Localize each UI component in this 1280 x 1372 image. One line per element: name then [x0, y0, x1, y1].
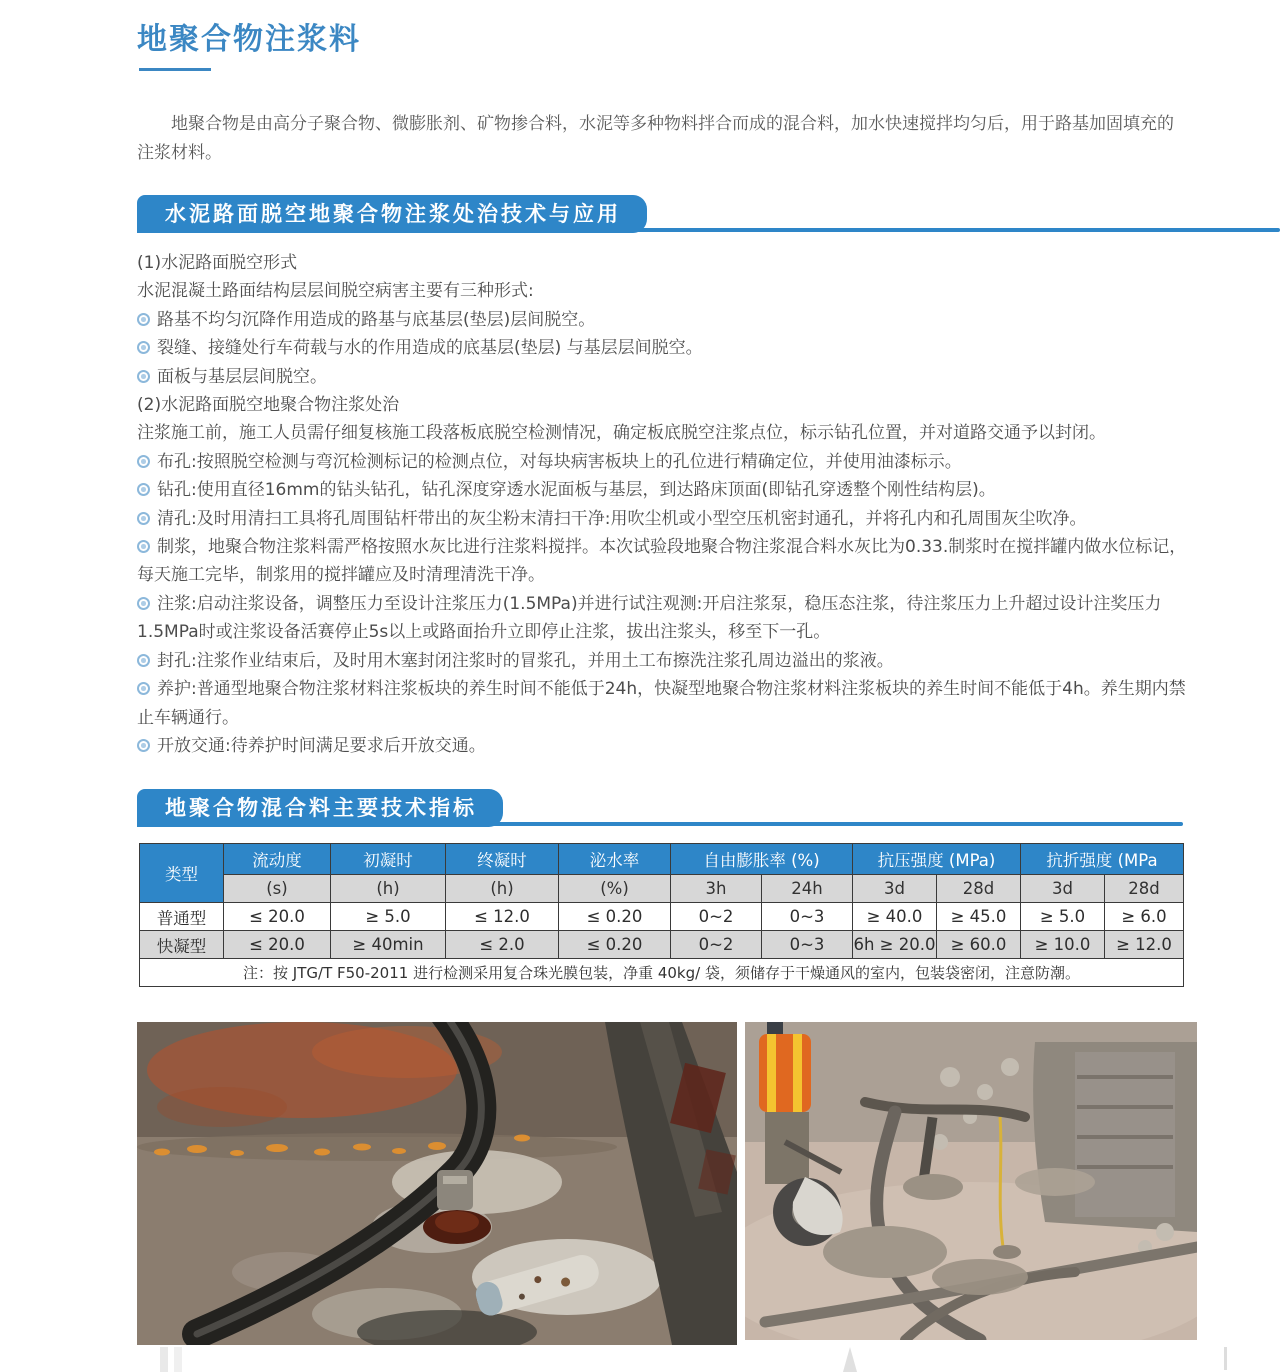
section-heading-process: 水泥路面脱空地聚合物注浆处治技术与应用	[137, 195, 647, 233]
section-heading-specs: 地聚合物混合料主要技术指标	[137, 789, 503, 827]
process-line: 制浆，地聚合物注浆料需严格按照水灰比进行注浆料搅拌。本次试验段地聚合物注浆混合料水灰比为0.33.制浆时在搅拌罐内做水位标记，每天施工完毕，制浆用的搅拌罐应及时清理清洗干净。	[137, 537, 1187, 586]
table-header-cell: 类型	[140, 844, 224, 903]
table-cell: ≥ 45.0	[937, 903, 1021, 931]
ring-bullet-icon	[137, 483, 150, 496]
process-line: (2)水泥路面脱空地聚合物注浆处治	[137, 395, 400, 416]
process-line: 水泥混凝土路面结构层层间脱空病害主要有三种形式:	[137, 281, 534, 302]
section-banner-process	[137, 195, 1280, 233]
table-cell: ≥ 5.0	[331, 903, 446, 931]
table-cell: ≥ 10.0	[1021, 931, 1105, 959]
process-line: 养护:普通型地聚合物注浆材料注浆板块的养生时间不能低于24h，快凝型地聚合物注浆材料注浆板块的养生时间不能低于4h。养生期内禁止车辆通行。	[137, 679, 1186, 728]
intro-paragraph: 地聚合物是由高分子聚合物、微膨胀剂、矿物掺合料，水泥等多种物料拌合而成的混合料，加水快速搅拌均匀后，用于路基加固填充的注浆材料。	[137, 114, 1174, 163]
table-subheader-row	[140, 875, 1184, 903]
row-type-cell: 普通型	[140, 903, 224, 931]
table-header-cell: 流动度	[224, 844, 331, 875]
grouting-site-photo	[745, 1022, 1197, 1340]
table-cell: ≤ 12.0	[446, 903, 559, 931]
ring-bullet-icon	[137, 654, 150, 667]
table-header-row	[140, 844, 1184, 875]
table-header-cell: 初凝时	[331, 844, 446, 875]
ring-bullet-icon	[137, 455, 150, 468]
ring-bullet-icon	[137, 341, 150, 354]
process-line: 注浆施工前，施工人员需仔细复核施工段落板底脱空检测情况，确定板底脱空注浆点位，标示钻孔位置，并对道路交通予以封闭。	[137, 423, 1106, 444]
process-text-block	[137, 249, 1187, 760]
site-photos	[137, 1022, 1197, 1345]
ring-bullet-icon	[137, 540, 150, 553]
process-line: 注浆:启动注浆设备，调整压力至设计注浆压力(1.5MPa)并进行试注观测:开启注浆泵，稳压态注浆，待注浆压力上升超过设计注奖压力1.5MPa时或注浆设备活赛停止5s以上或路面抬升立即停止注浆，拔出注浆头，移至下一孔。	[137, 593, 1162, 643]
table-cell: ≤ 0.20	[559, 903, 671, 931]
table-cell: ≤ 2.0	[446, 931, 559, 959]
process-line: 钻孔:使用直径16mm的钻头钻孔，钻孔深度穿透水泥面板与基层，到达路床顶面(即钻孔穿透整个刚性结构层)。	[137, 476, 1187, 504]
spec-table	[139, 843, 1184, 987]
ring-bullet-icon	[137, 512, 150, 525]
grouting-hole-photo	[137, 1022, 737, 1345]
table-subheader-cell: 24h	[762, 875, 853, 903]
table-cell: ≥ 5.0	[1021, 903, 1105, 931]
ring-bullet-icon	[137, 597, 150, 610]
table-cell: 0~3	[762, 931, 853, 959]
table-cell: ≤ 0.20	[559, 931, 671, 959]
table-cell: ≤ 20.0	[224, 931, 331, 959]
title-underline	[139, 68, 211, 71]
scan-artifact	[174, 1347, 182, 1372]
section-banner-specs	[137, 789, 1183, 827]
table-cell: ≥ 6.0	[1105, 903, 1184, 931]
ring-bullet-icon	[137, 739, 150, 752]
ring-bullet-icon	[137, 682, 150, 695]
row-type-cell: 快凝型	[140, 931, 224, 959]
process-line: 封孔:注浆作业结束后，及时用木塞封闭注浆时的冒浆孔，并用土工布擦洗注浆孔周边溢出的浆液。	[137, 647, 1187, 675]
table-cell: 0~3	[762, 903, 853, 931]
table-header-cell: 终凝时	[446, 844, 559, 875]
process-line: 路基不均匀沉降作用造成的路基与底基层(垫层)层间脱空。	[137, 306, 1187, 334]
table-header-cell: 泌水率	[559, 844, 671, 875]
table-cell: ≤ 20.0	[224, 903, 331, 931]
table-subheader-cell: (s)	[224, 875, 331, 903]
ring-bullet-icon	[137, 370, 150, 383]
table-subheader-cell: (h)	[331, 875, 446, 903]
table-cell: ≥ 40min	[331, 931, 446, 959]
table-row	[140, 931, 1184, 959]
table-cell: ≥ 12.0	[1105, 931, 1184, 959]
table-cell: ≥ 60.0	[937, 931, 1021, 959]
table-header-cell: 自由膨胀率 (%)	[671, 844, 853, 875]
ring-bullet-icon	[137, 313, 150, 326]
table-subheader-cell: 3d	[1021, 875, 1105, 903]
table-subheader-cell: (%)	[559, 875, 671, 903]
process-line: 面板与基层层间脱空。	[137, 363, 1187, 391]
process-line: 裂缝、接缝处行车荷载与水的作用造成的底基层(垫层) 与基层层间脱空。	[137, 334, 1187, 362]
table-cell: 0~2	[671, 903, 762, 931]
process-line: 布孔:按照脱空检测与弯沉检测标记的检测点位，对每块病害板块上的孔位进行精确定位，并使用油漆标示。	[137, 448, 1187, 476]
table-subheader-cell: 3d	[853, 875, 937, 903]
table-header-cell: 抗压强度 (MPa)	[853, 844, 1021, 875]
table-subheader-cell: 28d	[1105, 875, 1184, 903]
process-line: 清孔:及时用清扫工具将孔周围钻杆带出的灰尘粉末清扫干净:用吹尘机或小型空压机密封通孔，并将孔内和孔周围灰尘吹净。	[137, 505, 1187, 533]
scan-artifact	[160, 1347, 168, 1372]
table-cell: 0~2	[671, 931, 762, 959]
table-cell: ≥ 40.0	[853, 903, 937, 931]
table-subheader-cell: 3h	[671, 875, 762, 903]
scan-artifact	[1224, 1347, 1227, 1370]
table-note: 注：按 JTG/T F50-2011 进行检测采用复合珠光膜包装，净重 40kg/ 袋，须储存于干燥通风的室内，包装袋密闭，注意防潮。	[140, 959, 1184, 987]
table-header-cell: 抗折强度 (MPa	[1021, 844, 1184, 875]
table-subheader-cell: 28d	[937, 875, 1021, 903]
table-subheader-cell: (h)	[446, 875, 559, 903]
page-title: 地聚合物注浆料	[137, 22, 361, 57]
process-line: 开放交通:待养护时间满足要求后开放交通。	[137, 732, 1187, 760]
scan-artifact	[843, 1347, 857, 1372]
table-row	[140, 903, 1184, 931]
table-note-row	[140, 959, 1184, 987]
table-cell: 6h ≥ 20.0	[853, 931, 937, 959]
process-line: (1)水泥路面脱空形式	[137, 253, 298, 273]
